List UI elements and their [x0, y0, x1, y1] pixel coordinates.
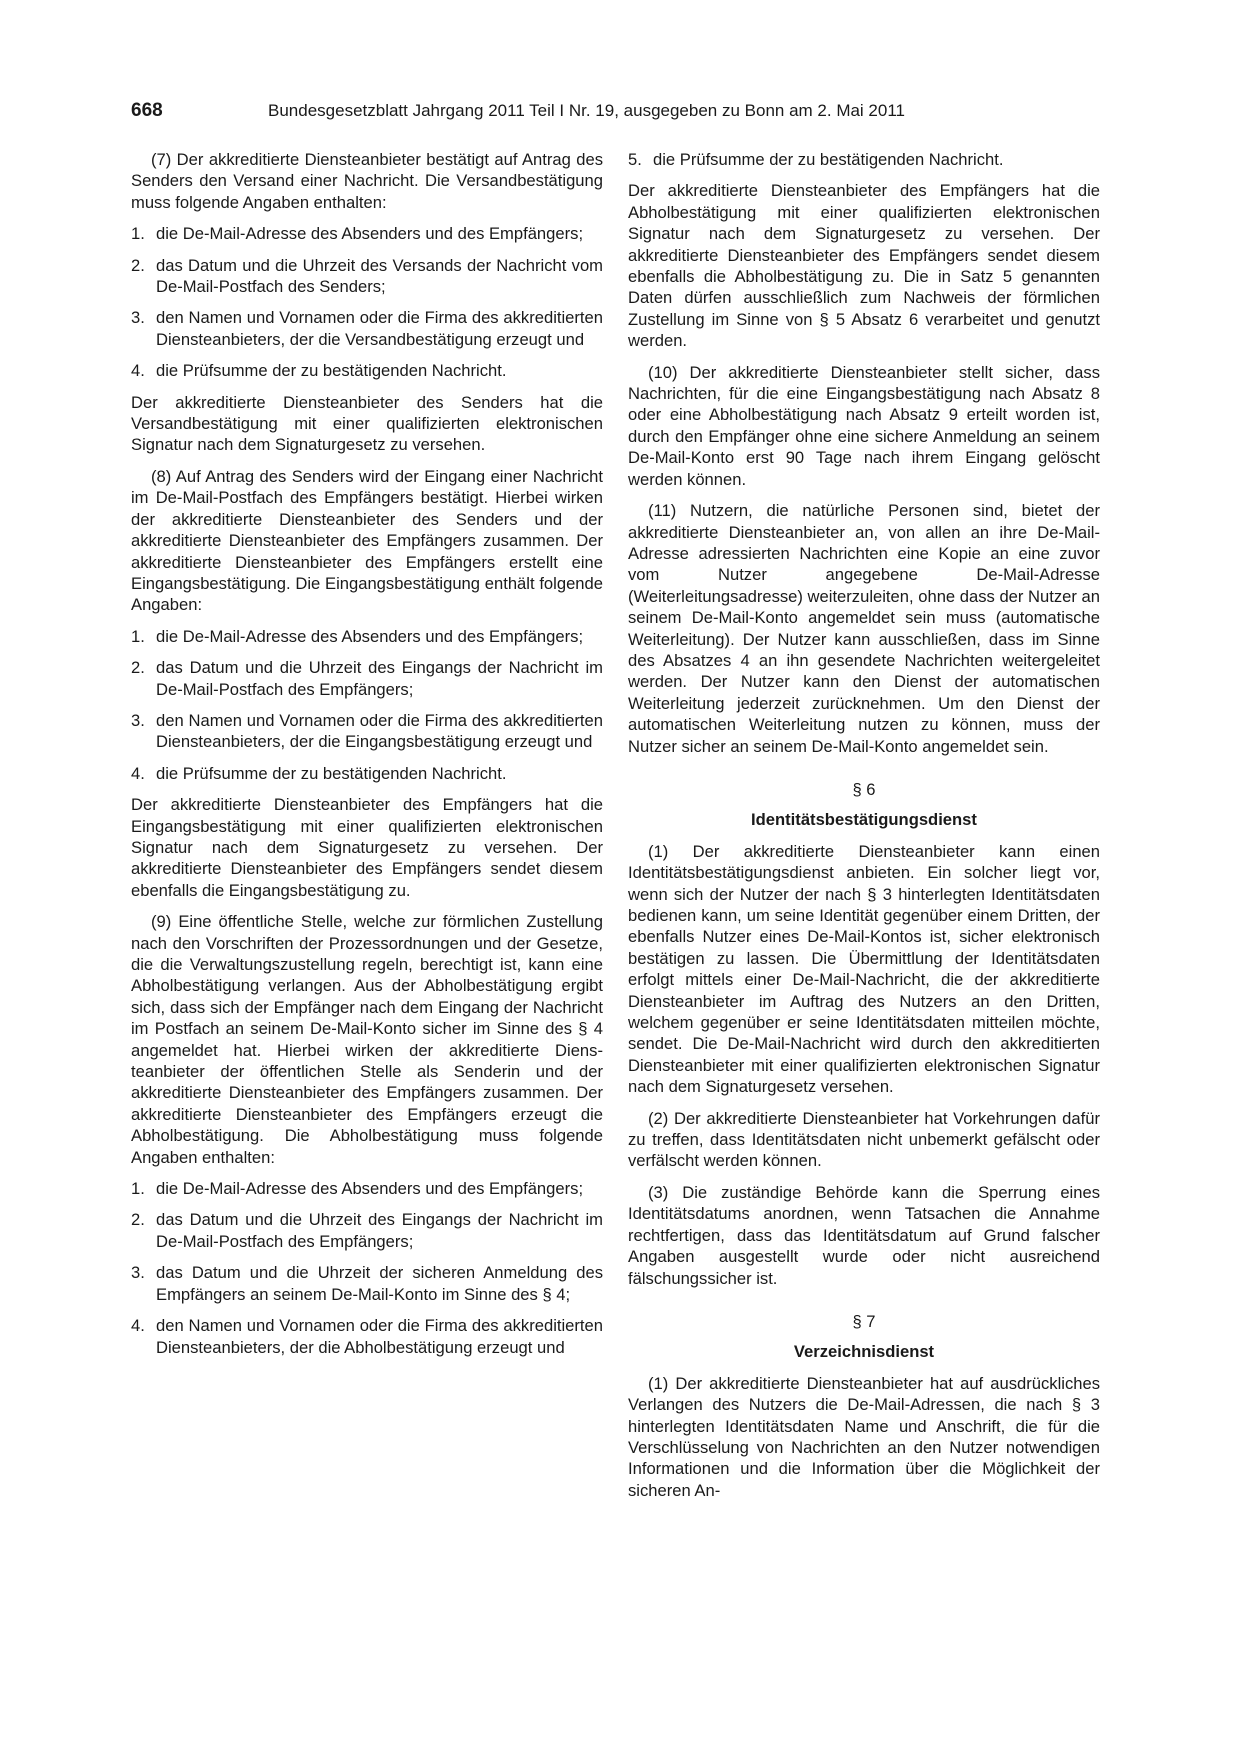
section-7-paragraph-1: (1) Der akkreditierte Diensteanbieter hat auf ausdrückliches Verlangen des Nutzers die De-Mail-Adressen, die nach § 3 hinterlegten Identitätsdaten Name und Anschrift, die für die Verschlüsselung von Nachrichten an den Nutzer notwendigen Informationen und die Information über die Möglichkeit der sicheren An-: [628, 1373, 1100, 1500]
section-6-paragraph-3: (3) Die zuständige Behörde kann die Sperrung eines Identitätsdatums anordnen, wenn Tatsachen die Annahme rechtfertigen, dass das Identitätsdatum auf Grund falscher Angaben ausgestellt wurde oder nicht ausreichend fälschungssicher ist.: [628, 1182, 1100, 1288]
list-text: den Namen und Vornamen oder die Firma des akkreditierten Diensteanbieters, der die Eingangsbestätigung erzeugt und: [156, 710, 603, 752]
list-text: die Prüfsumme der zu bestätigenden Nachricht.: [653, 150, 1004, 169]
section-6-paragraph-2: (2) Der akkreditierte Diensteanbieter hat Vorkehrungen dafür zu treffen, dass Identitätsdaten nicht unbemerkt gefälscht oder verfälscht werden können.: [628, 1108, 1100, 1171]
list-text: den Namen und Vornamen oder die Firma des akkreditierten Diensteanbieters, der die Abholbestätigung erzeugt und: [156, 1316, 603, 1357]
list-number: 2.: [131, 658, 145, 678]
list-number: 1.: [131, 1179, 145, 1199]
page-header: [131, 100, 1111, 126]
list-text: die Prüfsumme der zu bestätigenden Nachricht.: [156, 361, 507, 381]
list-number: 3.: [131, 1263, 145, 1283]
list-text: die De-Mail-Adresse des Absenders und des Empfängers;: [156, 626, 584, 646]
list-text: die De-Mail-Adresse des Absenders und des Empfängers;: [156, 224, 584, 244]
list-number: 1.: [131, 224, 145, 244]
list-number: 3.: [131, 710, 145, 730]
list-item: [131, 307, 603, 350]
paragraph-8-signature: Der akkreditierte Diensteanbieter des Empfängers hat die Eingangsbestätigung mit einer qualifizierten elektronischen Signatur nach dem Signaturgesetz zu versehen. Der akkreditierte Diensteanbieter des Empfängers sendet diesem ebenfalls die Eingangsbestätigung zu.: [131, 795, 603, 900]
paragraph-9: (9) Eine öffentliche Stelle, welche zur förmlichen Zustellung nach den Vorschriften der Prozessordnungen und der Gesetze, die die Verwaltungszustellung regeln, berechtigt ist, kann eine Abholbestätigung verlangen. Aus der Abholbestätigung ergibt sich, dass sich der Empfänger nach dem Eingang der Nachricht im Postfach an seinem De-Mail-Konto sicher im Sinne des § 4 angemeldet hat. Hierbei wirken der akkreditierte Diensteanbieter der öffentlichen Stelle als Senderin und der akkreditierte Diensteanbieter des Empfängers zusammen. Der akkreditierte Diensteanbieter des Empfängers erzeugt die Abholbestätigung. Die Abholbestätigung muss folgende Angaben enthalten:: [131, 912, 603, 1167]
paragraph-11: (11) Nutzern, die natürliche Personen sind, bietet der akkreditierte Diensteanbieter an, von allen an ihre De-Mail-Adresse adressierten Nachrichten eine Kopie an eine zuvor vom Nutzer angegebene De-Mail-Adresse (Weiterleitungsadresse) weiterzuleiten, ohne dass der Nutzer an seinem De-Mail-Konto angemeldet sein muss (automatische Weiterleitung). Der Nutzer kann ausschließen, dass im Sinne des Absatzes 4 an ihn gesendete Nachrichten weitergeleitet werden. Der Nutzer kann den Dienst der automatischen Weiterleitung jederzeit zurücknehmen. Um den Dienst der automatischen Weiterleitung nutzen zu können, muss der Nutzer sicher an seinem De-Mail-Konto angemeldet sein.: [628, 501, 1100, 756]
list-item: [131, 360, 603, 381]
gazette-title: Bundesgesetzblatt Jahrgang 2011 Teil I Nr. 19, ausgegeben zu Bonn am 2. Mai 2011: [268, 101, 905, 120]
list-number: 2.: [131, 255, 145, 275]
list-text: die Prüfsumme der zu bestätigenden Nachricht.: [156, 763, 507, 783]
list-item: [131, 763, 603, 784]
list-item: [131, 710, 603, 753]
section-6-paragraph-1: (1) Der akkreditierte Diensteanbieter kann einen Identitätsbestätigungsdienst anbieten. Ein solcher liegt vor, wenn sich der Nutzer der nach § 3 hinterlegten Identitätsdaten bedienen kann, um seine Identität gegenüber einem Dritten, der ebenfalls Nutzer eines De-Mail-Kontos ist, sicher elektronisch bestätigen zu lassen. Die Übermittlung der Identitätsdaten erfolgt mittels einer De-Mail-Nachricht, die der akkreditierte Diensteanbieter im Auftrag des Nutzers an den Dritten, welchem gegenüber er seine Identitätsdaten mitteilen möchte, sendet. Die De-Mail-Nachricht wird durch den akkreditierten Diensteanbieter mit einer qualifizierten elektronischen Signatur nach dem Signaturgesetz versehen.: [628, 841, 1100, 1097]
list-item: [131, 1262, 603, 1305]
left-column: [131, 149, 603, 1368]
list-number: 1.: [131, 626, 145, 646]
paragraph-10: (10) Der akkreditierte Diensteanbieter stellt sicher, dass Nachrichten, für die eine Eingangsbestätigung nach Absatz 8 oder eine Abholbestätigung nach Absatz 9 erteilt worden ist, durch den Empfänger ohne eine sichere Anmeldung an seinem De-Mail-Konto erst 90 Tage nach ihrem Eingang gelöscht werden können.: [628, 362, 1100, 489]
list-item: [131, 255, 603, 298]
list-item: [628, 149, 1100, 170]
list-number: 4.: [131, 763, 145, 783]
list-text: die De-Mail-Adresse des Absenders und des Empfängers;: [156, 1179, 584, 1199]
list-number: 4.: [131, 361, 145, 381]
list-item: [131, 626, 603, 647]
list-item: [131, 223, 603, 244]
list-text: das Datum und die Uhrzeit der sicheren Anmeldung des Empfängers an seinem De-Mail-Konto im Sinne des § 4;: [156, 1263, 603, 1304]
paragraph-9-signature: Der akkreditierte Diensteanbieter des Empfängers hat die Abholbestätigung mit einer qualifizierten elektronischen Signatur nach dem Signaturgesetz zu versehen. Der akkreditierte Diensteanbieter des Empfängers sendet diesem ebenfalls die Abholbestätigung zu. Die in Satz 5 genannten Daten dürfen ausschließlich zum Nachweis der förmlichen Zustellung im Sinne von § 5 Absatz 6 verarbeitet und genutzt werden.: [628, 181, 1100, 351]
list-text: das Datum und die Uhrzeit des Eingangs der Nachricht im De-Mail-Postfach des Empfängers;: [156, 1210, 603, 1251]
paragraph-7-signature: Der akkreditierte Diensteanbieter des Senders hat die Versandbestätigung mit einer qualifizierten elektronischen Signatur nach dem Signaturgesetz zu versehen.: [131, 392, 603, 455]
list-text: das Datum und die Uhrzeit des Eingangs der Nachricht im De-Mail-Postfach des Empfängers;: [156, 658, 603, 699]
list-text: das Datum und die Uhrzeit des Versands der Nachricht vom De-Mail-Postfach des Senders;: [156, 255, 603, 297]
list-number: 4.: [131, 1316, 145, 1336]
list-number: 2.: [131, 1210, 145, 1230]
section-7-number: § 7: [852, 1311, 876, 1331]
list-text: den Namen und Vornamen oder die Firma des akkreditierten Diensteanbieters, der die Versandbestätigung erzeugt und: [156, 308, 603, 349]
list-item: [131, 657, 603, 700]
paragraph-8: (8) Auf Antrag des Senders wird der Eingang einer Nachricht im De-Mail-Postfach des Empfängers bestätigt. Hierbei wirken der akkreditierte Diensteanbieter des Senders und der akkreditierte Diensteanbieter des Empfängers zusammen. Der akkreditierte Diensteanbieter des Empfängers erstellt eine Eingangsbestätigung. Die Eingangsbestätigung enthält folgende Angaben:: [131, 466, 603, 615]
list-number: 5.: [628, 150, 642, 169]
list-item: [131, 1209, 603, 1252]
page-number: 668: [131, 100, 163, 121]
list-number: 3.: [131, 308, 145, 328]
right-column: [628, 149, 1100, 1511]
list-item: [131, 1315, 603, 1358]
list-item: [131, 1178, 603, 1199]
section-6-number: § 6: [852, 779, 876, 799]
section-6-heading: Identitätsbestätigungsdienst: [751, 810, 977, 830]
paragraph-7: (7) Der akkreditierte Diensteanbieter bestätigt auf Antrag des Senders den Versand einer Nachricht. Die Versandbestätigung muss folgende Angaben enthalten:: [131, 150, 603, 212]
section-7-heading: Verzeichnisdienst: [793, 1342, 935, 1362]
